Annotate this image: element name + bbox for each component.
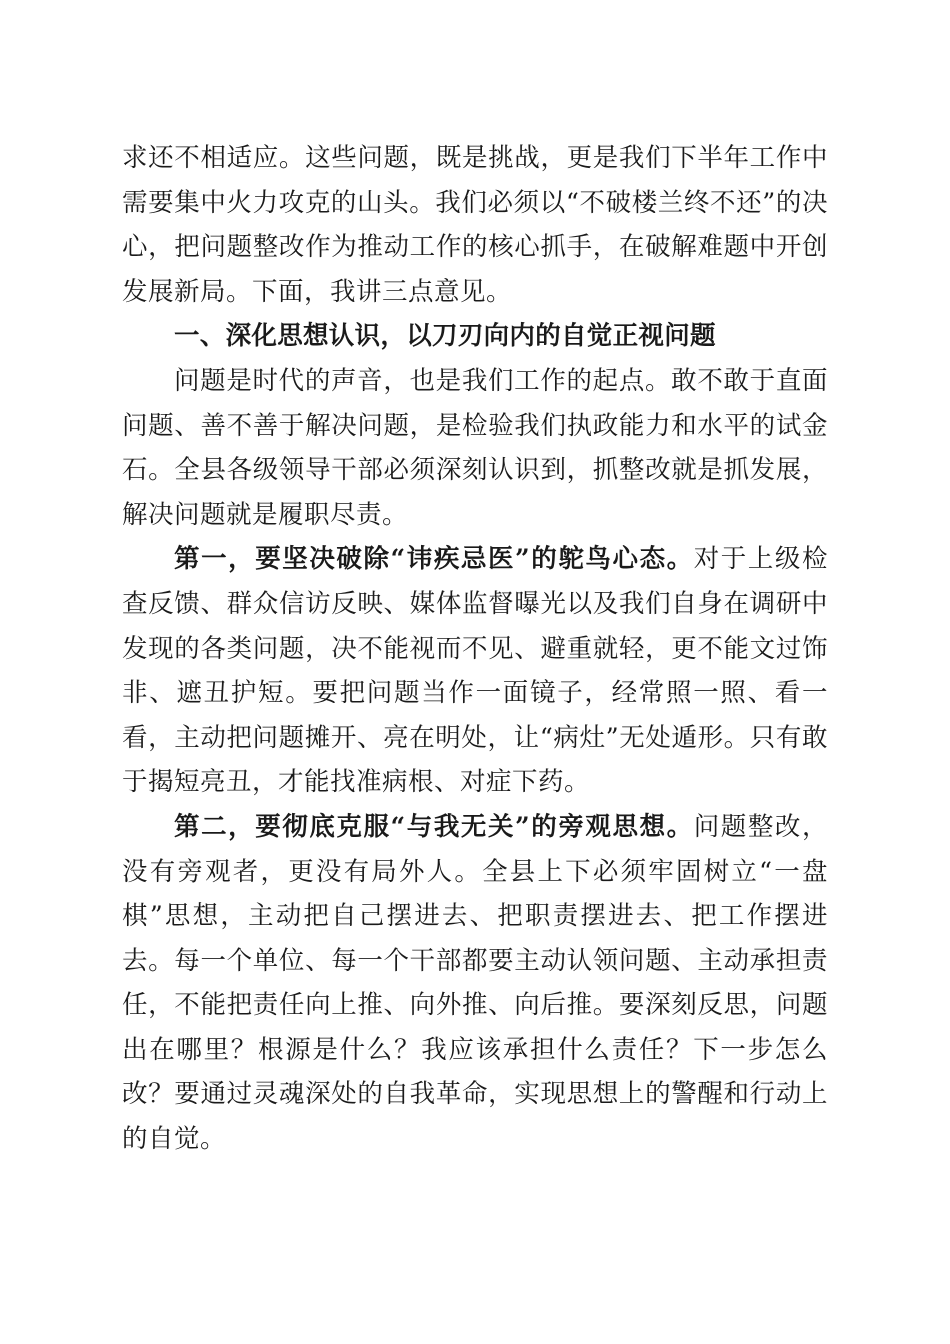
point-two-body: 问题整改，没有旁观者，更没有局外人。全县上下必须牢固树立“一盘棋”思想，主动把自己摆进去、把职责摆进去、把工作摆进去。每一个单位、每一个干部都要主动认领问题、主动承担责任，不能把责任向上推、向外推、向后推。要深刻反思，问题出在哪里？根源是什么？我应该承担什么责任？下一步怎么改？要通过灵魂深处的自我革命，实现思想上的警醒和行动上的自觉。 (122, 811, 828, 1155)
point-one-body: 对于上级检查反馈、群众信访反映、媒体监督曝光以及我们自身在调研中发现的各类问题，决不能视而不见、避重就轻，更不能文过饰非、遮丑护短。要把问题当作一面镜子，经常照一照、看一看，主动把问题摊开、亮在明处，让“病灶”无处遁形。只有敢于揭短亮丑，才能找准病根、对症下药。 (122, 544, 828, 798)
continuation-paragraph: 求还不相适应。这些问题，既是挑战，更是我们下半年工作中需要集中火力攻克的山头。我们必须以“不破楼兰终不还”的决心，把问题整改作为推动工作的核心抓手，在破解难题中开创发展新局。下面，我讲三点意见。 (122, 143, 828, 307)
section-intro-paragraph: 问题是时代的声音，也是我们工作的起点。敢不敢于直面问题、善不善于解决问题，是检验我们执政能力和水平的试金石。全县各级领导干部必须深刻认识到，抓整改就是抓发展，解决问题就是履职尽责。 (122, 365, 828, 530)
point-two-paragraph (122, 805, 828, 1162)
point-one-lead: 第一，要坚决破除“讳疾忌医”的鸵鸟心态。 (174, 544, 694, 575)
point-two-lead: 第二，要彻底克服“与我无关”的旁观思想。 (174, 811, 694, 842)
document-body (122, 136, 828, 1162)
section-heading: 一、深化思想认识，以刀刃向内的自觉正视问题 (174, 321, 716, 352)
point-one-paragraph (122, 537, 828, 805)
